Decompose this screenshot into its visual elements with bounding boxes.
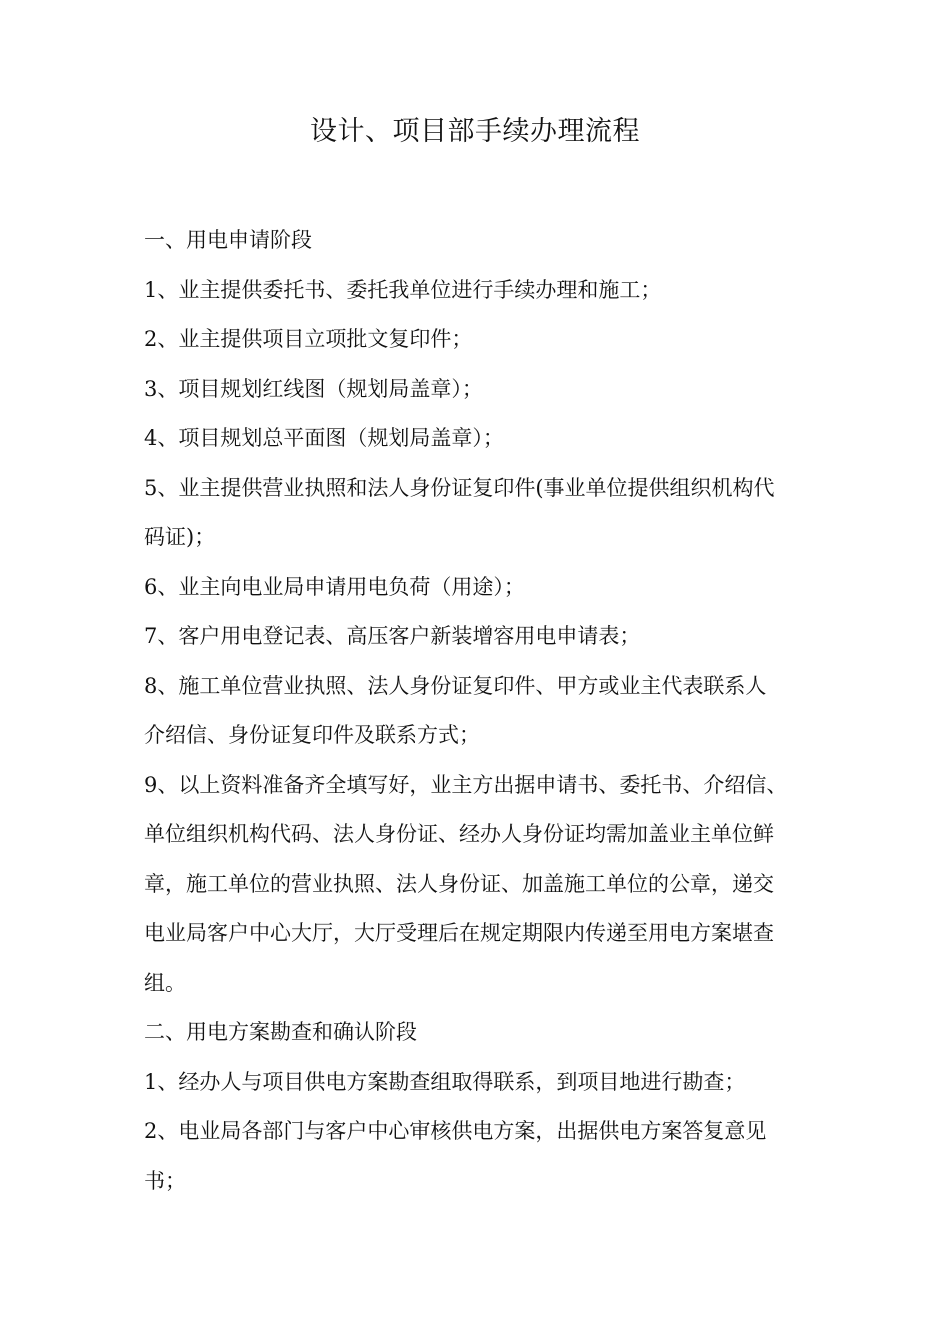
list-item — [144, 315, 808, 365]
section-heading: 二、用电方案勘查和确认阶段 — [144, 1020, 417, 1044]
list-item-line: 2、电业局各部门与客户中心审核供电方案，出据供电方案答复意见 — [144, 1119, 767, 1143]
document-title: 设计、项目部手续办理流程 — [310, 116, 640, 147]
list-item — [144, 414, 808, 464]
list-item-line: 1、业主提供委托书、委托我单位进行手续办理和施工； — [144, 277, 662, 302]
list-item-line: 8、施工单位营业执照、法人身份证复印件、甲方或业主代表联系人 — [144, 673, 767, 698]
list-item-line: 3、项目规划红线图（规划局盖章）； — [144, 376, 483, 401]
list-item — [144, 365, 808, 415]
list-item-line: 7、客户用电登记表、高压客户新装增容用电申请表； — [144, 624, 641, 648]
list-item-line: 4、项目规划总平面图（规划局盖章）； — [144, 426, 504, 450]
document-body — [144, 216, 808, 1206]
list-item-line: 介绍信、身份证复印件及联系方式； — [144, 723, 480, 747]
list-item-line: 2、业主提供项目立项批文复印件； — [144, 327, 473, 351]
list-item-line: 5、业主提供营业执照和法人身份证复印件(事业单位提供组织机构代 — [144, 475, 775, 500]
list-item-line: 书； — [144, 1168, 186, 1193]
section-heading: 一、用电申请阶段 — [144, 228, 312, 252]
list-item-line: 9、以上资料准备齐全填写好，业主方出据申请书、委托书、介绍信、 — [144, 772, 788, 797]
list-item-line: 电业局客户中心大厅，大厅受理后在规定期限内传递至用电方案堪查 — [144, 921, 774, 945]
list-item — [144, 761, 808, 1009]
list-item — [144, 662, 808, 761]
list-item — [144, 464, 808, 563]
list-item — [144, 266, 808, 316]
list-item — [144, 1107, 808, 1206]
list-item-line: 6、业主向电业局申请用电负荷（用途）； — [144, 574, 525, 599]
list-item-line: 1、经办人与项目供电方案勘查组取得联系，到项目地进行勘查； — [144, 1069, 746, 1094]
list-item-line: 章，施工单位的营业执照、法人身份证、加盖施工单位的公章，递交 — [144, 871, 774, 896]
list-item — [144, 1058, 808, 1108]
list-item-line: 码证)； — [144, 525, 216, 549]
list-item-line: 组。 — [144, 970, 186, 995]
list-item — [144, 612, 808, 662]
list-item — [144, 563, 808, 613]
list-item-line: 单位组织机构代码、法人身份证、经办人身份证均需加盖业主单位鲜 — [144, 822, 774, 846]
